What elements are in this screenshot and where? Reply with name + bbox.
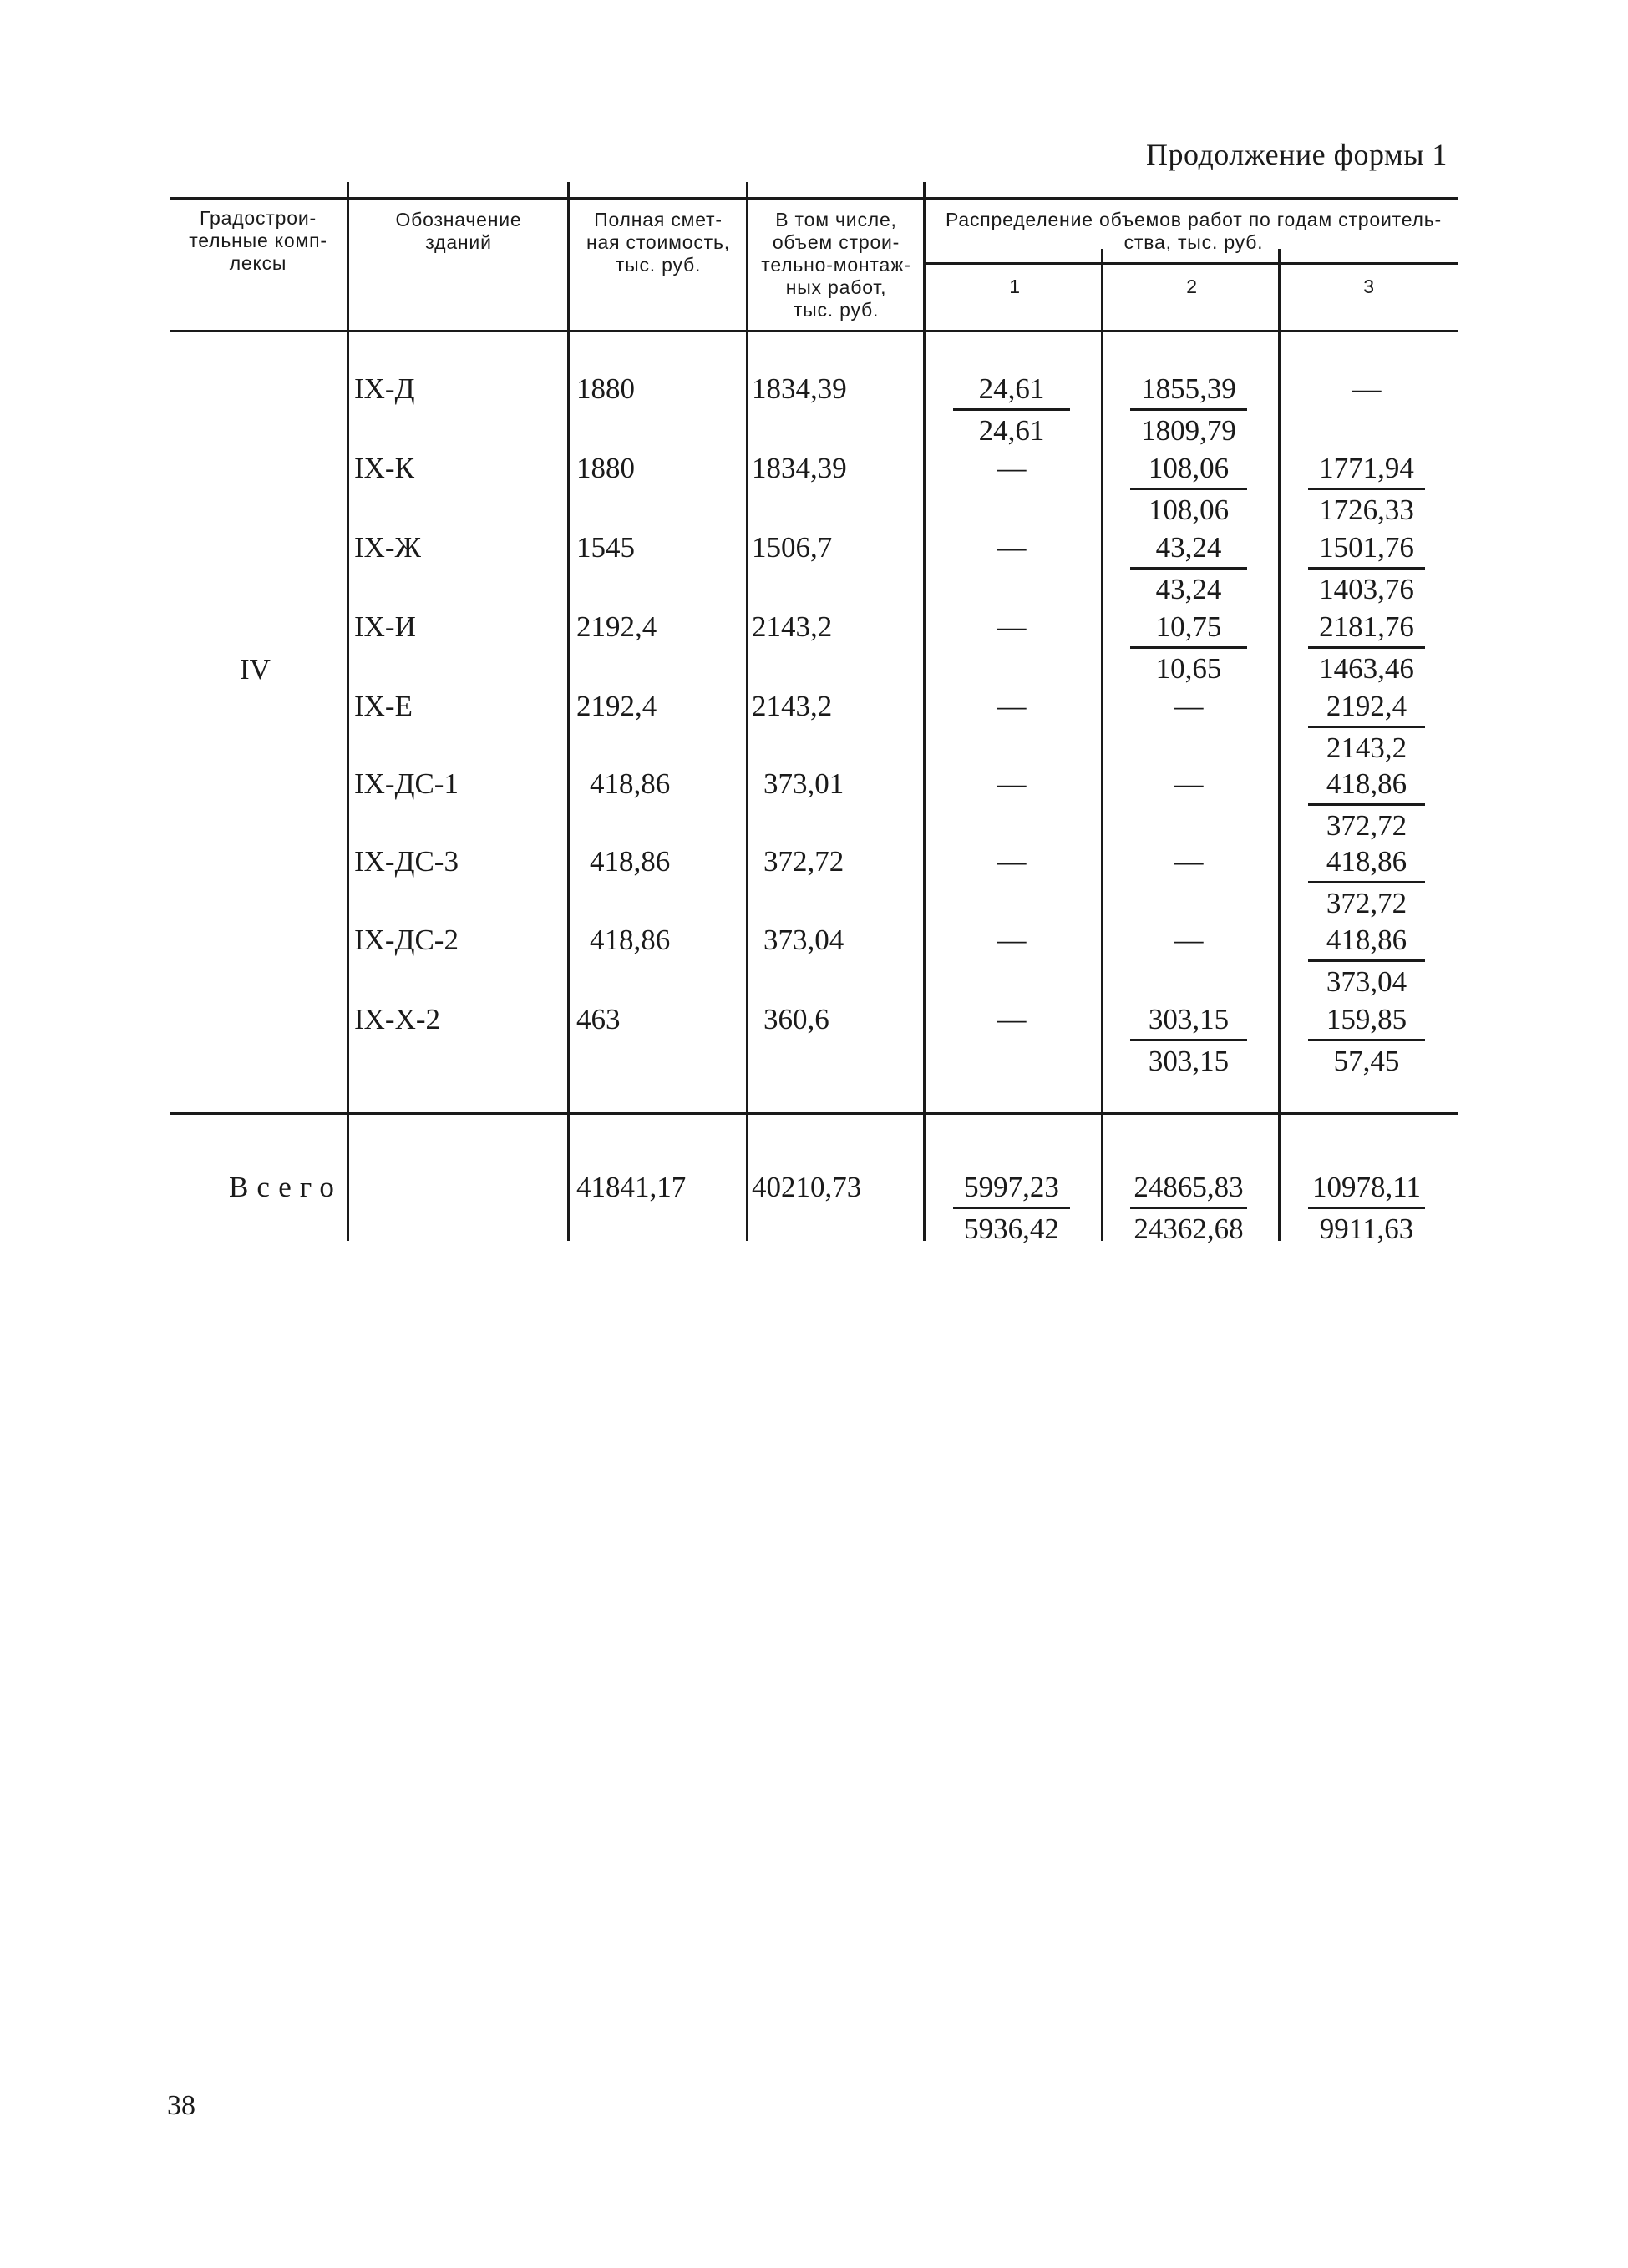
year-2-fraction-numerator: 10,75 xyxy=(1130,610,1247,649)
year-1-dash: — xyxy=(997,767,1027,800)
total-year-3-fraction xyxy=(1308,1171,1425,1246)
year-2-dash: — xyxy=(1174,845,1204,878)
total-label: Всего xyxy=(229,1171,342,1203)
full-cost-value: 2192,4 xyxy=(576,610,657,643)
building-name: IX-Е xyxy=(354,690,413,722)
building-name: IX-Д xyxy=(354,372,415,405)
column-rule-2 xyxy=(567,182,570,1241)
construction-value: 2143,2 xyxy=(752,610,833,643)
year-3-fraction-numerator: 2192,4 xyxy=(1308,690,1425,728)
total-year-3-fraction-numerator: 10978,11 xyxy=(1308,1171,1425,1209)
year-3-fraction xyxy=(1308,690,1425,765)
year-3-fraction-denominator: 2143,2 xyxy=(1326,732,1407,764)
full-cost-value: 1545 xyxy=(576,531,635,564)
year-2-fraction-denominator: 108,06 xyxy=(1148,494,1230,526)
year-3-fraction-denominator: 372,72 xyxy=(1326,809,1407,842)
construction-value: 1506,7 xyxy=(752,531,833,564)
year-1-fraction-denominator: 24,61 xyxy=(978,414,1045,447)
year-3-fraction-denominator: 1463,46 xyxy=(1319,652,1414,685)
year-3-fraction-denominator: 1726,33 xyxy=(1319,494,1414,526)
total-construction: 40210,73 xyxy=(752,1171,862,1203)
construction-value: 360,6 xyxy=(763,1003,829,1035)
year-3-fraction-numerator: 1501,76 xyxy=(1308,531,1425,570)
column-rule-4 xyxy=(923,182,926,1241)
header-bottom-rule xyxy=(170,330,1458,332)
column-rule-5 xyxy=(1101,249,1103,1241)
page-number: 38 xyxy=(167,2090,195,2121)
full-cost-value: 418,86 xyxy=(590,845,671,878)
year-3-fraction xyxy=(1308,452,1425,527)
building-name: IX-X-2 xyxy=(354,1003,441,1035)
year-2-fraction-numerator: 108,06 xyxy=(1130,452,1247,490)
year-2-dash: — xyxy=(1174,690,1204,722)
construction-value: 373,04 xyxy=(763,924,844,956)
header-complexes: Градострои- тельные комп- лексы xyxy=(189,207,327,274)
header-full-cost: Полная смет- ная стоимость, тыс. руб. xyxy=(586,209,730,276)
header-year-2: 2 xyxy=(1186,276,1198,297)
construction-value: 372,72 xyxy=(763,845,844,878)
building-name: IX-К xyxy=(354,452,414,484)
year-2-fraction-numerator: 1855,39 xyxy=(1130,372,1247,411)
header-distribution: Распределение объемов работ по годам строитель- ства, тыс. руб. xyxy=(946,209,1442,253)
year-3-fraction-numerator: 159,85 xyxy=(1308,1003,1425,1041)
header-year-3: 3 xyxy=(1363,276,1375,297)
year-3-fraction-numerator: 418,86 xyxy=(1308,767,1425,806)
total-year-1-fraction xyxy=(953,1171,1070,1246)
year-1-fraction xyxy=(953,372,1070,448)
header-year-1: 1 xyxy=(1009,276,1021,297)
year-1-dash: — xyxy=(997,610,1027,643)
building-name: IX-ДС-1 xyxy=(354,767,459,800)
full-cost-value: 1880 xyxy=(576,452,635,484)
building-name: IX-ДС-3 xyxy=(354,845,459,878)
year-2-dash: — xyxy=(1174,924,1204,956)
full-cost-value: 1880 xyxy=(576,372,635,405)
building-name: IX-Ж xyxy=(354,531,421,564)
year-2-fraction-denominator: 303,15 xyxy=(1148,1045,1230,1077)
column-rule-6 xyxy=(1278,249,1281,1241)
total-year-2-fraction-numerator: 24865,83 xyxy=(1130,1171,1247,1209)
construction-value: 1834,39 xyxy=(752,372,847,405)
full-cost-value: 418,86 xyxy=(590,924,671,956)
header-building: Обозначение зданий xyxy=(395,209,522,253)
construction-value: 1834,39 xyxy=(752,452,847,484)
year-2-fraction-numerator: 43,24 xyxy=(1130,531,1247,570)
year-1-dash: — xyxy=(997,924,1027,956)
year-1-dash: — xyxy=(997,845,1027,878)
column-rule-1 xyxy=(347,182,349,1241)
total-separator-rule xyxy=(170,1112,1458,1115)
year-3-fraction xyxy=(1308,531,1425,606)
full-cost-value: 2192,4 xyxy=(576,690,657,722)
year-2-fraction xyxy=(1130,610,1247,686)
total-year-1-fraction-numerator: 5997,23 xyxy=(953,1171,1070,1209)
full-cost-value: 418,86 xyxy=(590,767,671,800)
complex-label: IV xyxy=(240,653,271,686)
year-2-fraction-denominator: 43,24 xyxy=(1155,573,1222,605)
total-year-2-fraction xyxy=(1130,1171,1247,1246)
construction-value: 2143,2 xyxy=(752,690,833,722)
year-3-fraction-denominator: 373,04 xyxy=(1326,965,1407,998)
year-3-fraction-denominator: 1403,76 xyxy=(1319,573,1414,605)
year-1-dash: — xyxy=(997,690,1027,722)
year-subheader-rule xyxy=(925,262,1458,265)
year-2-dash: — xyxy=(1174,767,1204,800)
building-name: IX-ДС-2 xyxy=(354,924,459,956)
table-top-rule xyxy=(170,197,1458,200)
total-year-2-fraction-denominator: 24362,68 xyxy=(1134,1212,1244,1245)
page-heading: Продолжение формы 1 xyxy=(1146,138,1448,171)
year-2-fraction-numerator: 303,15 xyxy=(1130,1003,1247,1041)
year-2-fraction-denominator: 1809,79 xyxy=(1141,414,1236,447)
column-rule-3 xyxy=(746,182,748,1241)
year-2-fraction-denominator: 10,65 xyxy=(1155,652,1222,685)
year-3-fraction-denominator: 57,45 xyxy=(1333,1045,1400,1077)
year-1-dash: — xyxy=(997,1003,1027,1035)
header-construction: В том числе, объем строи- тельно-монтаж- ных работ, тыс. руб. xyxy=(761,209,911,321)
total-year-3-fraction-denominator: 9911,63 xyxy=(1319,1212,1414,1245)
building-name: IX-И xyxy=(354,610,416,643)
construction-value: 373,01 xyxy=(763,767,844,800)
year-2-fraction xyxy=(1130,531,1247,606)
year-1-dash: — xyxy=(997,452,1027,484)
full-cost-value: 463 xyxy=(576,1003,621,1035)
year-1-fraction-numerator: 24,61 xyxy=(953,372,1070,411)
year-3-fraction xyxy=(1308,924,1425,999)
year-2-fraction xyxy=(1130,452,1247,527)
year-3-fraction-numerator: 2181,76 xyxy=(1308,610,1425,649)
total-year-1-fraction-denominator: 5936,42 xyxy=(964,1212,1059,1245)
year-3-fraction-numerator: 418,86 xyxy=(1308,845,1425,883)
year-3-fraction xyxy=(1308,767,1425,843)
total-full-cost: 41841,17 xyxy=(576,1171,687,1203)
year-3-fraction-numerator: 418,86 xyxy=(1308,924,1425,962)
year-3-dash: — xyxy=(1352,372,1382,405)
year-1-dash: — xyxy=(997,531,1027,564)
year-2-fraction xyxy=(1130,372,1247,448)
year-2-fraction xyxy=(1130,1003,1247,1078)
year-3-fraction-denominator: 372,72 xyxy=(1326,887,1407,919)
year-3-fraction xyxy=(1308,610,1425,686)
year-3-fraction-numerator: 1771,94 xyxy=(1308,452,1425,490)
year-3-fraction xyxy=(1308,1003,1425,1078)
year-3-fraction xyxy=(1308,845,1425,920)
